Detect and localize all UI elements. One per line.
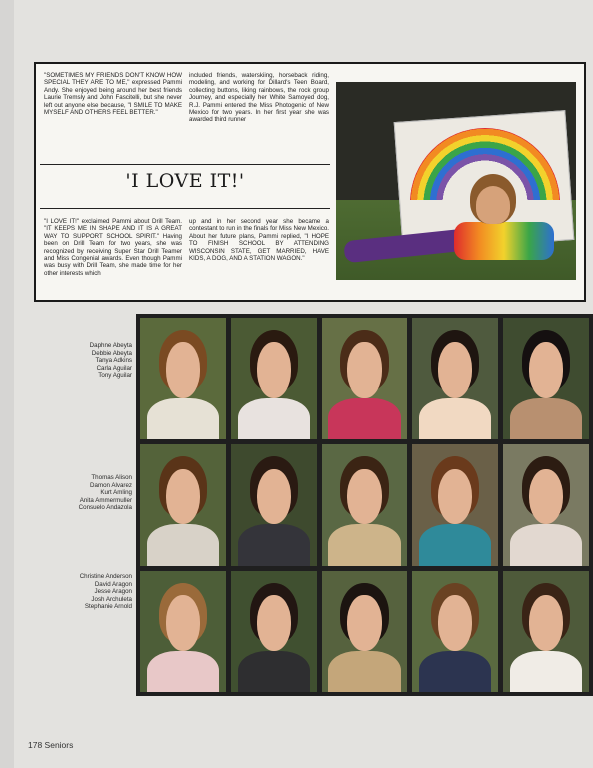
name-item: Christine Anderson [79, 573, 132, 580]
feature-photo-rainbow [336, 82, 576, 280]
portrait-clothing [510, 651, 582, 692]
senior-portrait [140, 571, 226, 692]
photo-figure-head [476, 186, 510, 224]
portrait-face [166, 342, 200, 398]
senior-portrait [322, 444, 408, 565]
name-item: Damon Alvarez [90, 481, 132, 489]
feature-column-top-right: included friends, waterskiing, horseback riding, modeling, and working for Dillard's Teen Board, collecting buttons, liking rainbows, the rock group Journey, and especially her White Samoyed dog, R.J. Pammi entered the Miss Photogenic of New Mexico for two years. In her first year she was awarded third runner [189, 72, 329, 124]
portrait-clothing [328, 398, 400, 439]
name-item: Carla Aguilar [96, 364, 132, 372]
name-item: Tony Aguilar [98, 372, 132, 380]
portrait-face [257, 342, 291, 398]
portrait-face [438, 342, 472, 398]
senior-portrait [322, 571, 408, 692]
name-list-row-2 [54, 474, 132, 512]
headline-rule-top [40, 164, 330, 165]
feature-headline: 'I LOVE IT!' [125, 170, 245, 192]
portrait-clothing [419, 398, 491, 439]
portrait-clothing [238, 398, 310, 439]
portrait-face [347, 342, 381, 398]
senior-portrait [322, 318, 408, 439]
name-item: Stephanie Arnold [84, 603, 132, 611]
name-list-row-3 [54, 573, 132, 611]
headline-rule-bottom [40, 208, 330, 209]
feature-story-box [34, 62, 586, 302]
name-item: Daphne Abeyta [89, 342, 132, 349]
name-item: Thomas Alison [91, 474, 132, 481]
senior-portrait [503, 444, 589, 565]
portrait-face [529, 342, 563, 398]
name-item: Kurt Amling [100, 489, 132, 497]
page-footer: 178 Seniors [28, 740, 74, 750]
senior-portrait [412, 444, 498, 565]
portrait-face [347, 595, 381, 651]
senior-portrait [231, 571, 317, 692]
portrait-clothing [147, 524, 219, 565]
senior-portrait [231, 444, 317, 565]
portrait-clothing [510, 524, 582, 565]
portrait-face [166, 469, 200, 525]
name-item: Jesse Aragon [94, 588, 132, 596]
portrait-clothing [238, 651, 310, 692]
senior-portrait [503, 571, 589, 692]
portrait-face [257, 595, 291, 651]
senior-portrait [140, 444, 226, 565]
portrait-face [529, 469, 563, 525]
feature-column-bottom-right: up and in her second year she became a contestant to run in the finals for Miss New Mexico. About her future plans, Pammi replied, "I HOPE TO FINISH SCHOOL BY ATTENDING WISCONSIN STATE, GET MARRIED, HAVE KIDS, A DOG, AND A STATION WAGON." [189, 218, 329, 263]
photo-figure-sweater [454, 222, 554, 260]
senior-portrait [231, 318, 317, 439]
portrait-clothing [328, 651, 400, 692]
senior-portrait [412, 571, 498, 692]
name-item: Debbie Abeyta [91, 349, 132, 357]
portrait-face [166, 595, 200, 651]
portrait-clothing [510, 398, 582, 439]
senior-portrait [140, 318, 226, 439]
portrait-face [347, 469, 381, 525]
name-item: Josh Archuleta [91, 595, 132, 603]
portrait-clothing [419, 651, 491, 692]
feature-column-top-left: "SOMETIMES MY FRIENDS DON'T KNOW HOW SPECIAL THEY ARE TO ME," expressed Pammi Andy. She enjoyed being around her best friends Laurie Tremsly and John Fascitelli, but she never left out anyone else because, "I SMILE TO MAKE MYSELF AND OTHERS FEEL BETTER." [44, 72, 182, 117]
name-item: Anita Ammermuller [79, 496, 132, 504]
portrait-clothing [238, 524, 310, 565]
portrait-face [438, 595, 472, 651]
portrait-face [257, 469, 291, 525]
senior-portrait [412, 318, 498, 439]
name-item: Tanya Adkins [95, 357, 132, 365]
portrait-clothing [328, 524, 400, 565]
portrait-clothing [147, 651, 219, 692]
portrait-clothing [419, 524, 491, 565]
portrait-grid [136, 314, 593, 696]
feature-column-bottom-left: "I LOVE IT!" exclaimed Pammi about Drill Team. "IT KEEPS ME IN SHAPE AND IT IS A GREAT WAY TO SUPPORT SCHOOL SPIRIT." Having been on Drill Team for two years, she was recognized by receiving Super Star Drill Teamer and Miss Congenial awards. Even though Pammi was busy with Drill Team, she made time for her other interests which [44, 218, 182, 277]
senior-portrait [503, 318, 589, 439]
portrait-face [529, 595, 563, 651]
portrait-clothing [147, 398, 219, 439]
name-item: Consuelo Andazola [78, 504, 132, 512]
name-list-row-1 [54, 342, 132, 380]
name-item: David Aragon [94, 580, 132, 588]
